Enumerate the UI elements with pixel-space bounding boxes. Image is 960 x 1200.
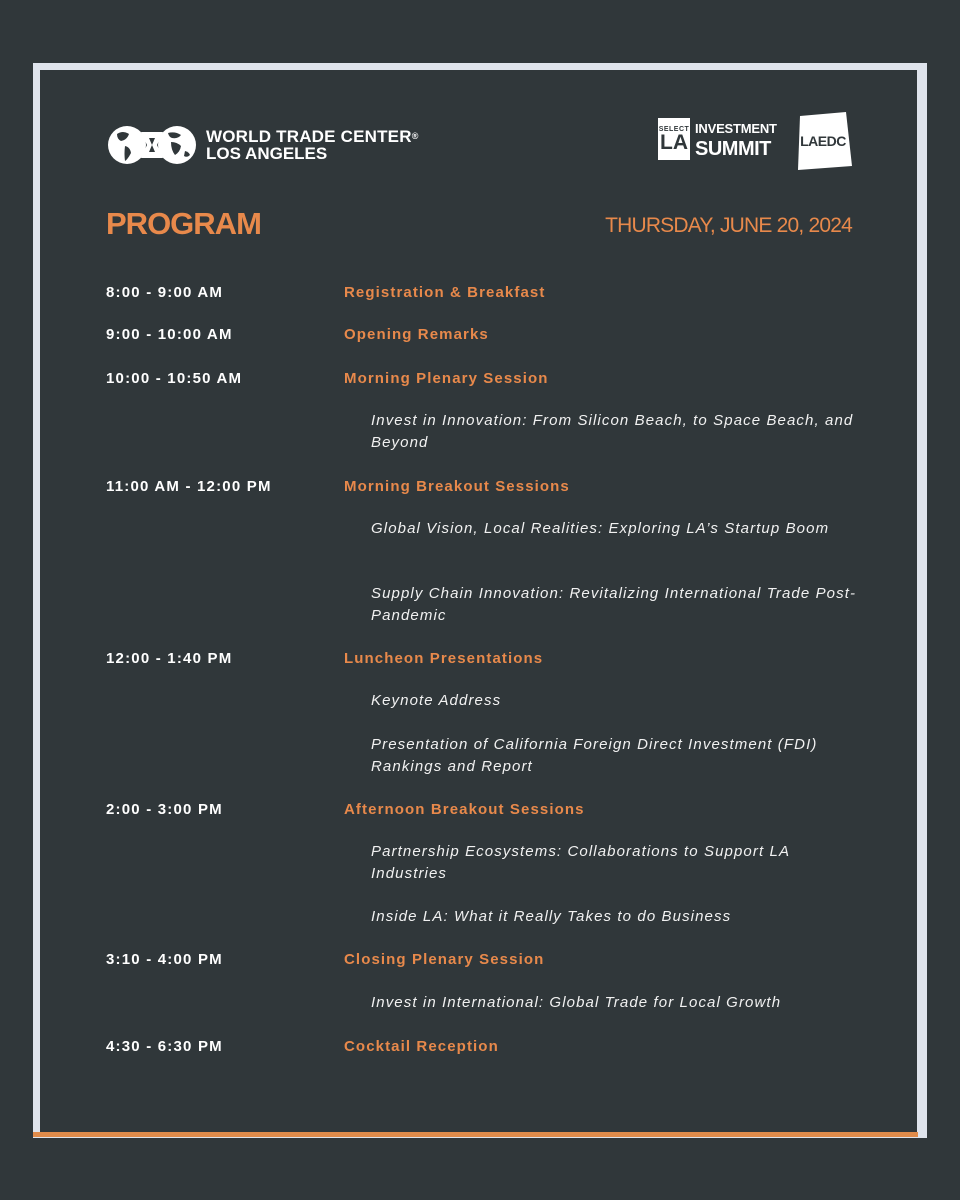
wtc-los-angeles-logo <box>105 120 419 170</box>
agenda-subsession: Invest in Innovation: From Silicon Beach, to Space Beach, and Beyond <box>371 412 854 451</box>
wtc-globes-icon <box>105 120 200 170</box>
agenda-time: 3:10 - 4:00 PM <box>106 951 223 968</box>
agenda-session-title: Closing Plenary Session <box>344 951 545 968</box>
agenda-session-title: Registration & Breakfast <box>344 284 546 301</box>
agenda-session-title: Opening Remarks <box>344 326 489 343</box>
agenda-session-title: Morning Breakout Sessions <box>344 478 570 495</box>
agenda-time: 10:00 - 10:50 AM <box>106 370 243 387</box>
select-la-summit-logo <box>658 118 777 160</box>
agenda-subsession: Global Vision, Local Realities: Exploring LA’s Startup Boom <box>371 520 830 537</box>
agenda-time: 8:00 - 9:00 AM <box>106 284 224 301</box>
laedc-label: LAEDC <box>800 133 846 149</box>
agenda-session-title: Cocktail Reception <box>344 1038 499 1055</box>
agenda-session-title: Morning Plenary Session <box>344 370 549 387</box>
agenda-time: 9:00 - 10:00 AM <box>106 326 233 343</box>
wtc-name: WORLD TRADE CENTER <box>206 127 412 146</box>
registered-mark: ® <box>411 131 419 141</box>
agenda-session-title: Luncheon Presentations <box>344 650 544 667</box>
select-label: SELECT <box>658 125 690 133</box>
investment-label: INVESTMENT <box>695 121 777 136</box>
agenda-time: 2:00 - 3:00 PM <box>106 801 223 818</box>
agenda-subsession: Keynote Address <box>371 692 502 709</box>
agenda-time: 12:00 - 1:40 PM <box>106 650 233 667</box>
event-date: THURSDAY, JUNE 20, 2024 <box>605 214 852 237</box>
agenda-subsession: Presentation of California Foreign Direct Investment (FDI) Rankings and Report <box>371 736 818 775</box>
summit-label: SUMMIT <box>695 138 771 160</box>
agenda-subsession: Partnership Ecosystems: Collaborations to Support LA Industries <box>371 843 790 882</box>
agenda-subsession: Invest in International: Global Trade for Local Growth <box>371 994 782 1011</box>
laedc-logo <box>794 112 852 170</box>
page-title: PROGRAM <box>106 206 261 241</box>
la-label: LA <box>660 130 688 154</box>
accent-bottom-bar <box>33 1132 918 1137</box>
agenda-session-title: Afternoon Breakout Sessions <box>344 801 585 818</box>
agenda-time: 4:30 - 6:30 PM <box>106 1038 223 1055</box>
agenda-time: 11:00 AM - 12:00 PM <box>106 478 272 495</box>
select-la-badge <box>658 118 690 160</box>
agenda-subsession: Inside LA: What it Really Takes to do Business <box>371 908 732 925</box>
agenda-subsession: Supply Chain Innovation: Revitalizing International Trade Post-Pandemic <box>371 585 857 624</box>
wtc-city: LOS ANGELES <box>206 144 328 163</box>
